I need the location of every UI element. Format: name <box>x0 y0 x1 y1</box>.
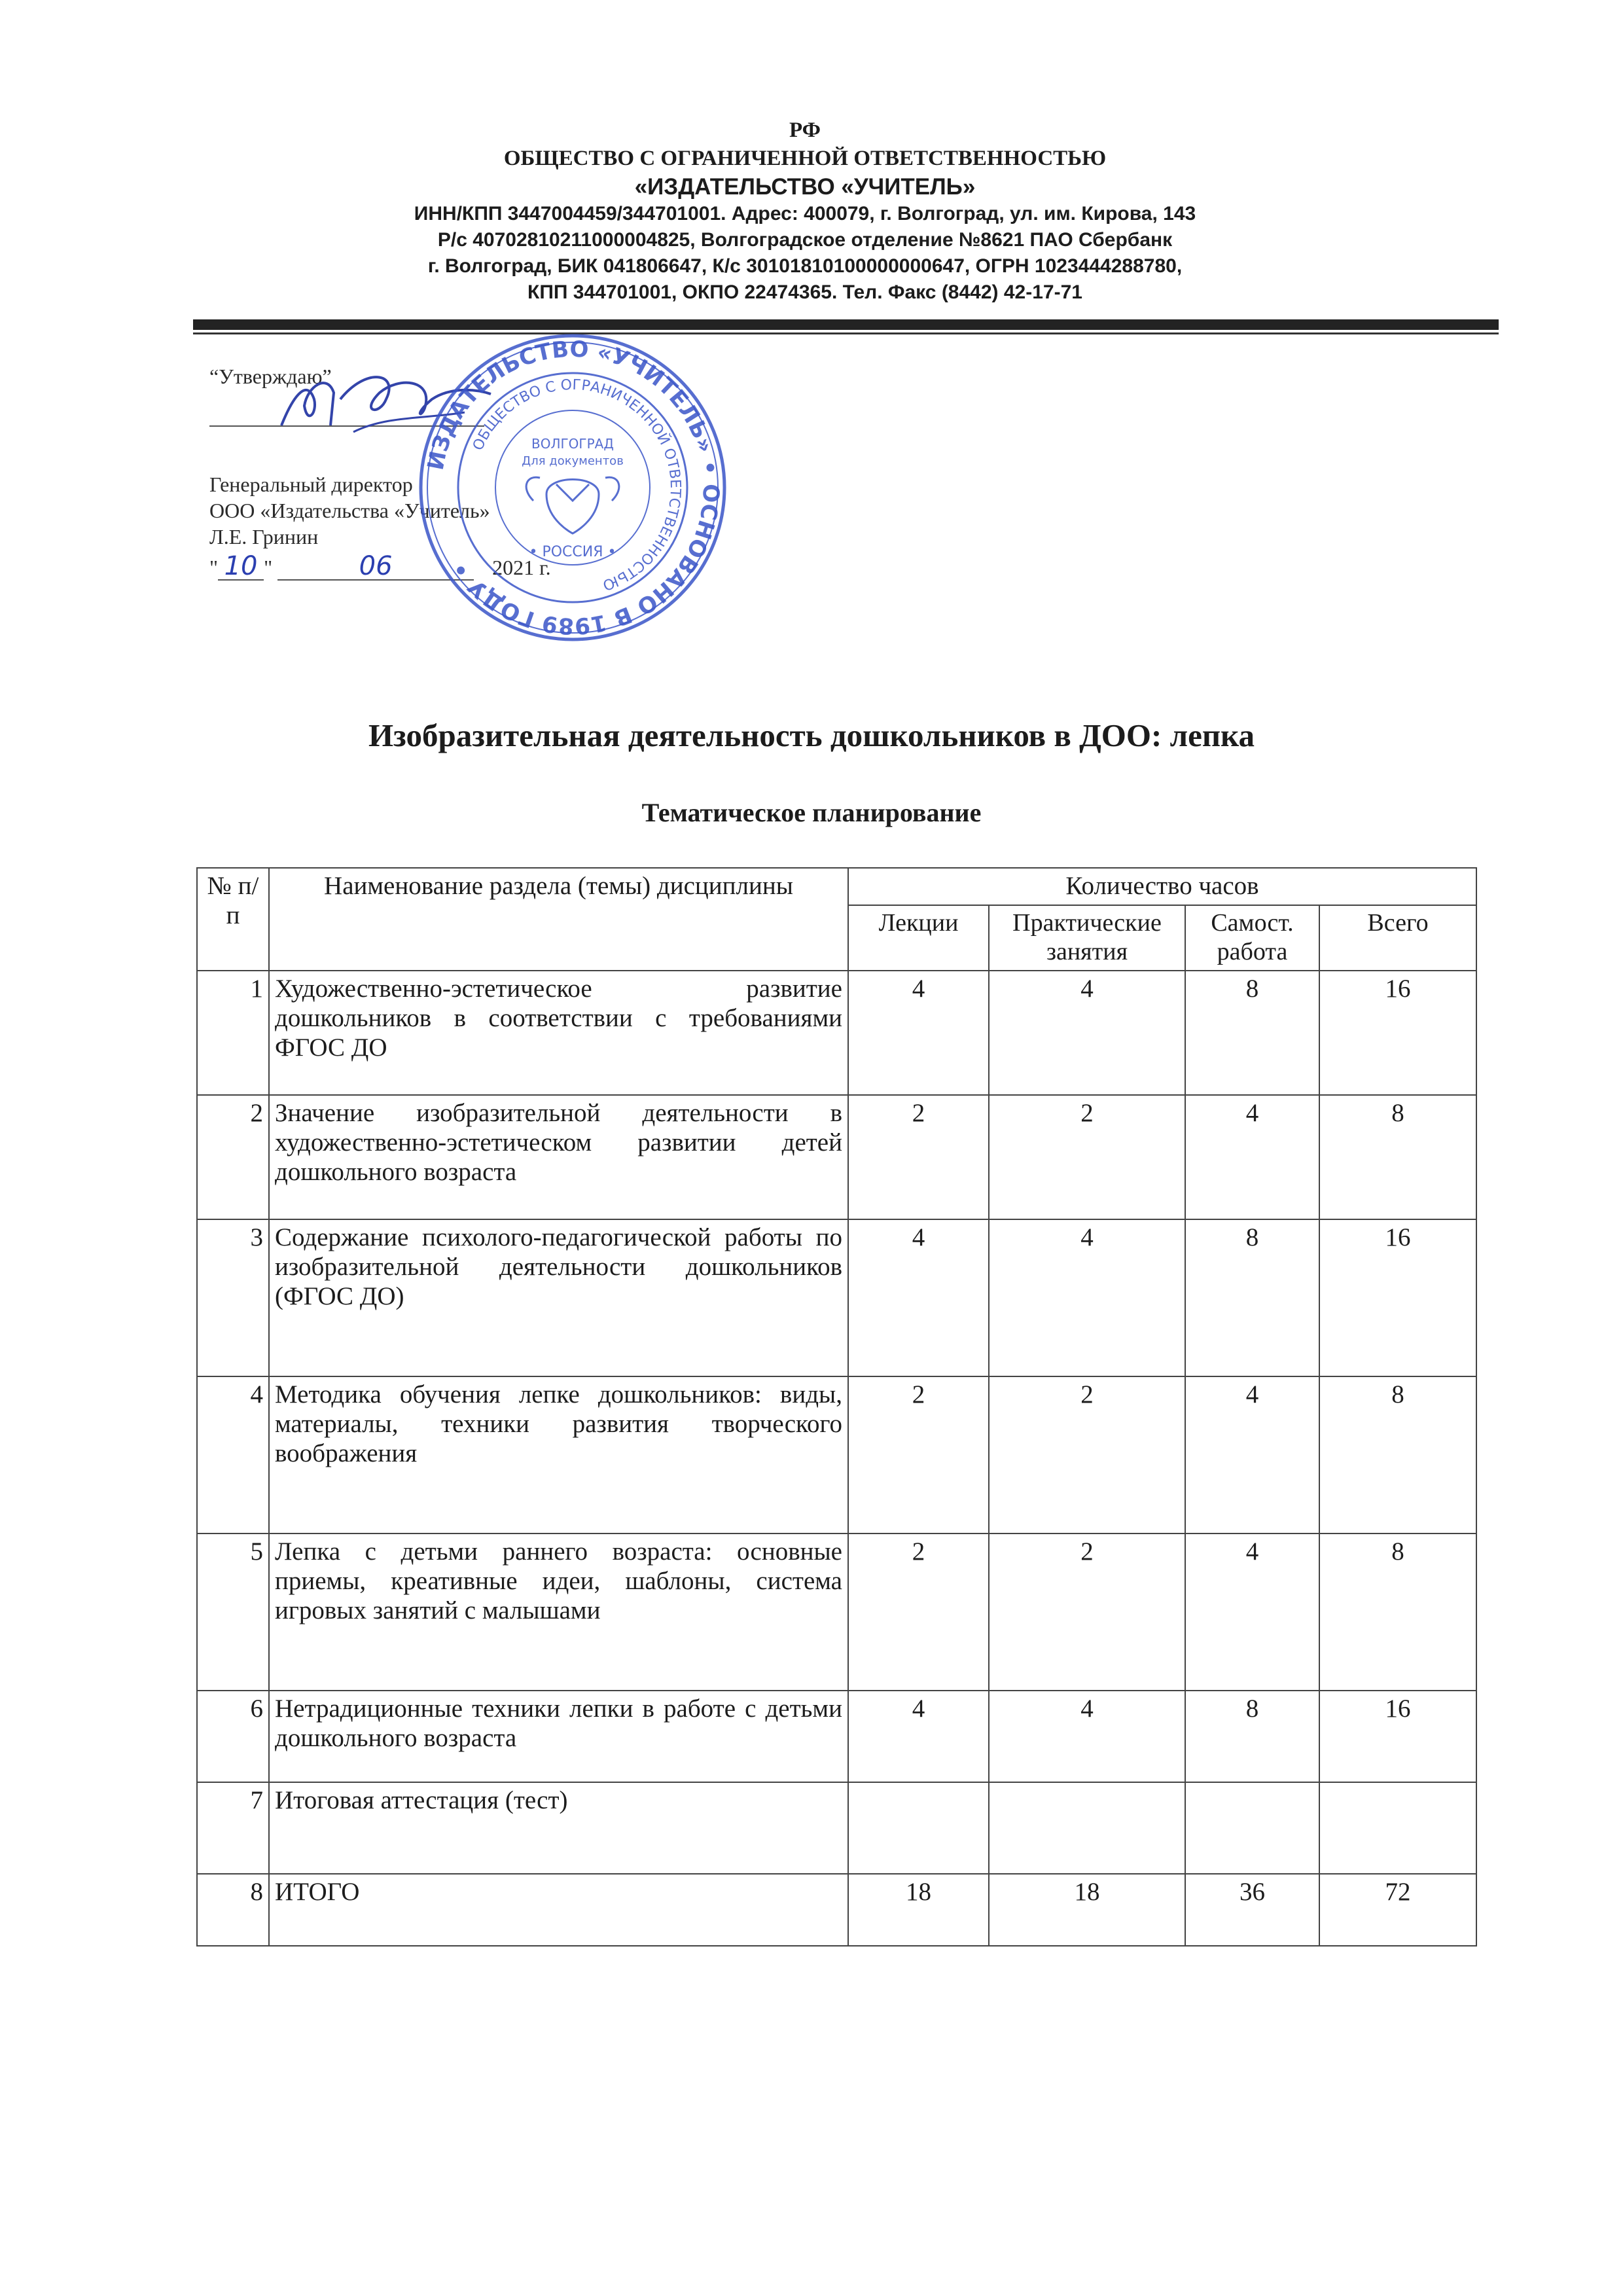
document-title: Изобразительная деятельность дошкольников в ДОО: лепка <box>368 717 1255 753</box>
header-num: № п/п <box>197 868 269 971</box>
requisites-line: ИНН/КПП 3447004459/344701001. Адрес: 400079, г. Волгоград, ул. им. Кирова, 143 <box>414 203 1196 224</box>
table-row <box>197 1376 1476 1534</box>
country-line: РФ <box>789 118 821 142</box>
row-self-study: 8 <box>1185 971 1319 1095</box>
row-total: 16 <box>1319 971 1476 1095</box>
director-position: Генеральный директор <box>209 473 413 496</box>
table-row <box>197 1534 1476 1691</box>
date-day: 10 <box>218 553 264 581</box>
date-month: 06 <box>277 553 474 581</box>
table-row <box>197 1095 1476 1219</box>
publisher-name: «ИЗДАТЕЛЬСТВО «УЧИТЕЛЬ» <box>634 174 976 200</box>
row-lectures <box>848 1782 989 1874</box>
header-hours: Количество часов <box>848 868 1476 905</box>
row-total: 8 <box>1319 1095 1476 1219</box>
row-practice: 4 <box>989 1219 1185 1376</box>
row-num: 4 <box>197 1376 269 1534</box>
svg-text:ИЗДАТЕЛЬСТВО «УЧИТЕЛЬ» • ОСНОВ: ИЗДАТЕЛЬСТВО «УЧИТЕЛЬ» • ОСНОВАНО В 1989 ГОДУ • <box>422 336 724 639</box>
company-stamp-icon <box>416 331 730 645</box>
row-self-study: 36 <box>1185 1874 1319 1946</box>
row-self-study: 8 <box>1185 1219 1319 1376</box>
row-section-name: Нетрадиционные техники лепки в работе с детьми дошкольного возраста <box>269 1691 848 1782</box>
row-total: 8 <box>1319 1376 1476 1534</box>
row-practice: 4 <box>989 971 1185 1095</box>
table-row <box>197 971 1476 1095</box>
org-type-line: ОБЩЕСТВО С ОГРАНИЧЕННОЙ ОТВЕТСТВЕННОСТЬЮ <box>503 147 1107 170</box>
director-organization: ООО «Издательства «Учитель» <box>209 499 490 522</box>
row-lectures: 4 <box>848 1691 989 1782</box>
director-name: Л.Е. Гринин <box>209 525 319 548</box>
header-practice: Практические занятия <box>989 905 1185 971</box>
header-lectures: Лекции <box>848 905 989 971</box>
table-header-row <box>197 868 1476 905</box>
row-section-name: Методика обучения лепке дошкольников: виды, материалы, техники развития творческого воображения <box>269 1376 848 1534</box>
row-self-study: 4 <box>1185 1376 1319 1534</box>
header-divider-thin <box>193 332 1499 334</box>
table-row <box>197 1219 1476 1376</box>
row-lectures: 2 <box>848 1534 989 1691</box>
row-practice: 4 <box>989 1691 1185 1782</box>
table-row <box>197 1691 1476 1782</box>
svg-text:Для документов: Для документов <box>522 454 624 468</box>
row-num: 6 <box>197 1691 269 1782</box>
row-practice: 18 <box>989 1874 1185 1946</box>
document-subtitle: Тематическое планирование <box>641 798 982 827</box>
row-lectures: 2 <box>848 1376 989 1534</box>
row-total: 72 <box>1319 1874 1476 1946</box>
row-num: 1 <box>197 971 269 1095</box>
table-row <box>197 1782 1476 1874</box>
row-self-study: 8 <box>1185 1691 1319 1782</box>
row-num: 2 <box>197 1095 269 1219</box>
row-num: 7 <box>197 1782 269 1874</box>
row-section-name: ИТОГО <box>269 1874 848 1946</box>
header-section-name: Наименование раздела (темы) дисциплины <box>269 868 848 971</box>
approve-label: “Утверждаю” <box>209 365 332 388</box>
row-section-name: Художественно-эстетическое развитие дошкольников в соответствии с требованиями ФГОС ДО <box>269 971 848 1095</box>
row-section-name: Значение изобразительной деятельности в художественно-эстетическом развитии детей дошкольного возраста <box>269 1095 848 1219</box>
requisites-line: г. Волгоград, БИК 041806647, К/с 30101810100000000647, ОГРН 1023444288780, <box>427 255 1183 277</box>
row-section-name: Итоговая аттестация (тест) <box>269 1782 848 1874</box>
row-practice: 2 <box>989 1095 1185 1219</box>
date-open-quote: " <box>209 556 219 579</box>
date-year: 2021 г. <box>492 556 551 579</box>
row-self-study <box>1185 1782 1319 1874</box>
row-num: 8 <box>197 1874 269 1946</box>
header-total: Всего <box>1319 905 1476 971</box>
row-total <box>1319 1782 1476 1874</box>
row-lectures: 4 <box>848 971 989 1095</box>
row-practice: 2 <box>989 1534 1185 1691</box>
svg-text:• РОССИЯ •: • РОССИЯ • <box>529 544 616 560</box>
row-total: 16 <box>1319 1691 1476 1782</box>
row-section-name: Содержание психолого-педагогической работы по изобразительной деятельности дошкольников (ФГОС ДО) <box>269 1219 848 1376</box>
requisites-line: КПП 344701001, ОКПО 22474365. Тел. Факс (8442) 42-17-71 <box>527 281 1082 303</box>
svg-text:ВОЛГОГРАД: ВОЛГОГРАД <box>531 436 615 452</box>
row-lectures: 2 <box>848 1095 989 1219</box>
row-section-name: Лепка с детьми раннего возраста: основные приемы, креативные идеи, шаблоны, система игровых занятий с малышами <box>269 1534 848 1691</box>
table-row-total <box>197 1874 1476 1946</box>
header-self-study: Самост. работа <box>1185 905 1319 971</box>
requisites-line: Р/с 40702810211000004825, Волгоградское отделение №8621 ПАО Сбербанк <box>437 229 1173 251</box>
plan-table <box>196 867 1477 1946</box>
header-divider <box>193 319 1499 330</box>
row-self-study: 4 <box>1185 1095 1319 1219</box>
row-self-study: 4 <box>1185 1534 1319 1691</box>
row-num: 3 <box>197 1219 269 1376</box>
row-total: 8 <box>1319 1534 1476 1691</box>
row-total: 16 <box>1319 1219 1476 1376</box>
row-practice <box>989 1782 1185 1874</box>
row-num: 5 <box>197 1534 269 1691</box>
date-close-quote: " <box>264 556 273 579</box>
letterhead <box>190 117 1420 306</box>
row-practice: 2 <box>989 1376 1185 1534</box>
row-lectures: 18 <box>848 1874 989 1946</box>
row-lectures: 4 <box>848 1219 989 1376</box>
svg-text:ОБЩЕСТВО С ОГРАНИЧЕННОЙ ОТВЕТС: ОБЩЕСТВО С ОГРАНИЧЕННОЙ ОТВЕТСТВЕННОСТЬЮ <box>470 376 684 594</box>
